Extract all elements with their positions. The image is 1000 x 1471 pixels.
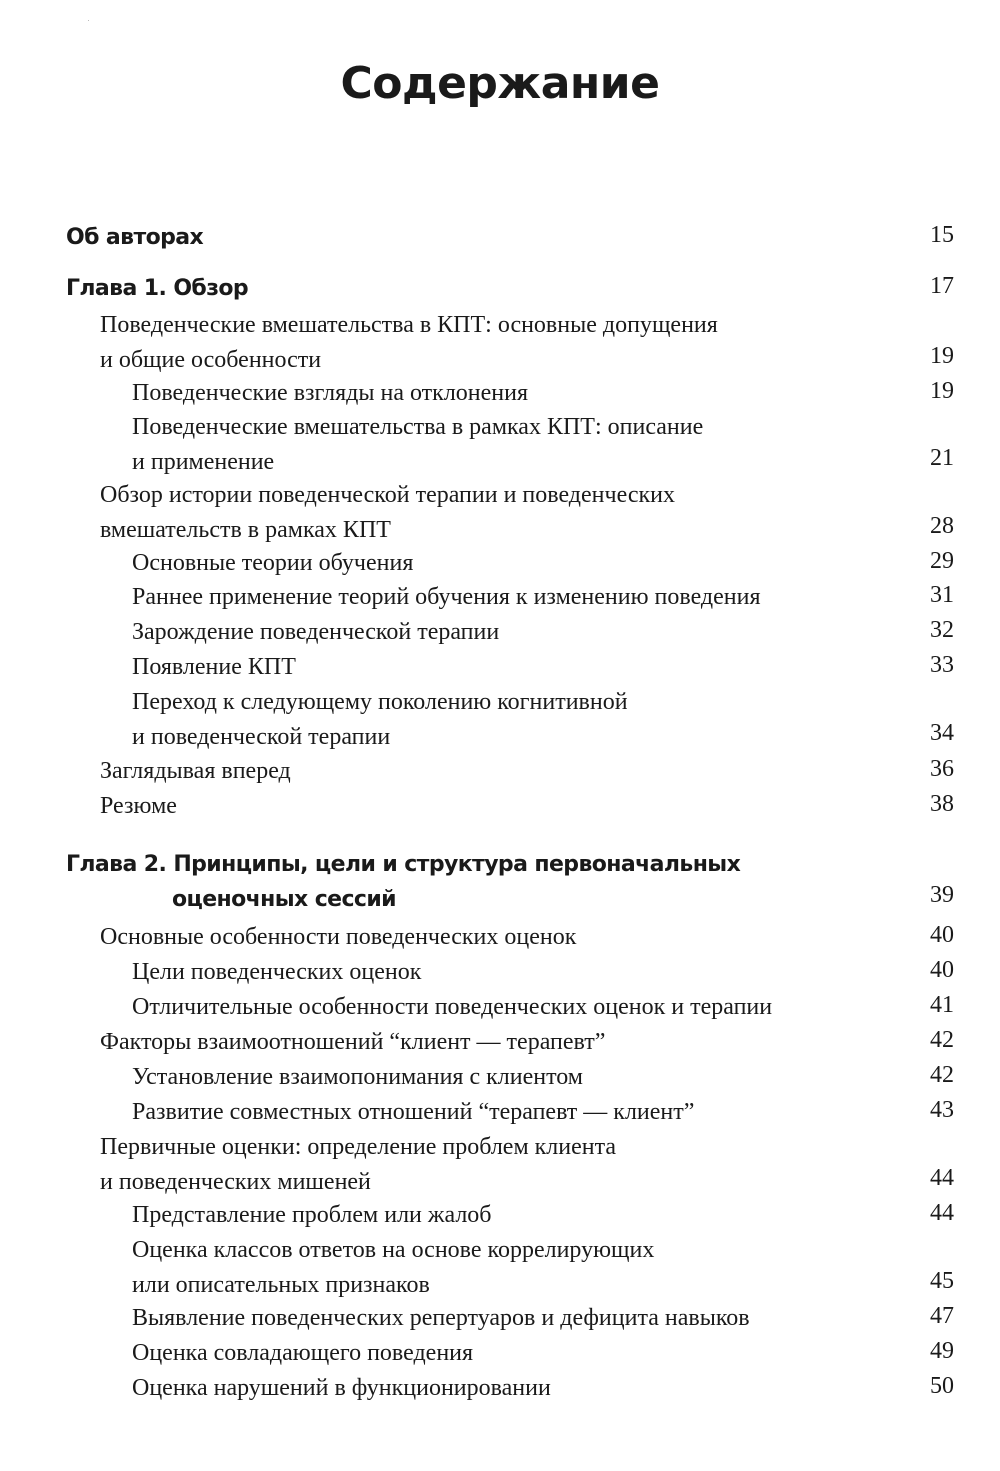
toc-entry-title: Основные особенности поведенческих оценок [100,924,577,950]
toc-entry-title: Зарождение поведенческой терапии [132,619,500,645]
toc-page-number: 33 [930,652,954,678]
toc-entry-title: Глава 1. Обзор [66,276,249,301]
toc-entry-line: Поведенческие вмешательства в КПТ: основные допущения [100,312,718,338]
toc-entry-title: Развитие совместных отношений “терапевт — клиент” [132,1099,695,1125]
toc-entry-title: Основные теории обучения [132,550,414,576]
toc-entry-title: Оценка совладающего поведения [132,1340,474,1366]
toc-page-number: 32 [930,617,954,643]
toc-entry-line: и применение [132,449,275,475]
toc-entry-line: и поведенческих мишеней [100,1169,371,1195]
toc-page-number: 19 [930,343,954,369]
toc-entry-line: или описательных признаков [132,1272,430,1298]
toc-entry-line: Обзор истории поведенческой терапии и поведенческих [100,482,675,508]
toc-page-number: 28 [930,513,954,539]
toc-page-number: 42 [930,1027,954,1053]
toc-page-number: 40 [930,922,954,948]
toc-entry-title [132,1233,654,1303]
toc-page-number: 34 [930,720,954,746]
toc-page-number: 42 [930,1062,954,1088]
toc-entry-title [132,410,703,480]
toc-page-number: 19 [930,378,954,404]
toc-entry-title: Резюме [100,793,177,819]
toc-entry-line: вмешательств в рамках КПТ [100,517,391,543]
toc-entry-line: Глава 2. Принципы, цели и структура первоначальных [66,852,741,877]
toc-entry-line: Поведенческие вмешательства в рамках КПТ: описание [132,414,704,440]
toc-entry-title: Раннее применение теорий обучения к изменению поведения [132,584,761,610]
toc-page-number: 21 [930,445,954,471]
toc-entry-line: оценочных сессий [172,887,396,912]
toc-page-number: 31 [930,582,954,608]
toc-entry-title: Цели поведенческих оценок [132,959,422,985]
toc-entry-title: Выявление поведенческих репертуаров и дефицита навыков [132,1305,750,1331]
toc-entry-title: Факторы взаимоотношений “клиент — терапевт” [100,1029,606,1055]
toc-entry-title: Заглядывая вперед [100,758,291,784]
toc-page-number: 29 [930,548,954,574]
toc-entry-title [66,847,740,917]
page-title: Содержание [340,58,660,109]
toc-page-number: 44 [930,1165,954,1191]
toc-page-number: 15 [930,222,954,248]
toc-entry-title: Поведенческие взгляды на отклонения [132,380,529,406]
toc-entry-line: Первичные оценки: определение проблем клиента [100,1134,617,1160]
toc-page-number: 45 [930,1268,954,1294]
toc-entry-line: Оценка классов ответов на основе коррелирующих [132,1237,655,1263]
toc-page-number: 43 [930,1097,954,1123]
toc-page-number: 44 [930,1200,954,1226]
toc-page-number: 39 [930,882,954,908]
toc-page-number: 49 [930,1338,954,1364]
toc-entry-title: Отличительные особенности поведенческих оценок и терапии [132,994,773,1020]
toc-entry-title: Об авторах [66,225,204,250]
toc-entry-title: Появление КПТ [132,654,296,680]
toc-page-number: 41 [930,992,954,1018]
toc-page-number: 47 [930,1303,954,1329]
toc-entry-title: Представление проблем или жалоб [132,1202,492,1228]
toc-page-number: 17 [930,273,954,299]
toc-entry-title: Оценка нарушений в функционировании [132,1375,551,1401]
toc-entry-line: и общие особенности [100,347,322,373]
toc-entry-line: и поведенческой терапии [132,724,391,750]
toc-entry-title [100,1130,616,1200]
toc-page-number: 38 [930,791,954,817]
toc-page-number: 50 [930,1373,954,1399]
toc-entry-title: Установление взаимопонимания с клиентом [132,1064,583,1090]
toc-entry-title [132,685,628,755]
page-speck [88,20,89,21]
toc-page-number: 36 [930,756,954,782]
toc-entry-title [100,308,718,378]
toc-entry-title [100,478,675,548]
toc-entry-line: Переход к следующему поколению когнитивной [132,689,628,715]
toc-page-number: 40 [930,957,954,983]
